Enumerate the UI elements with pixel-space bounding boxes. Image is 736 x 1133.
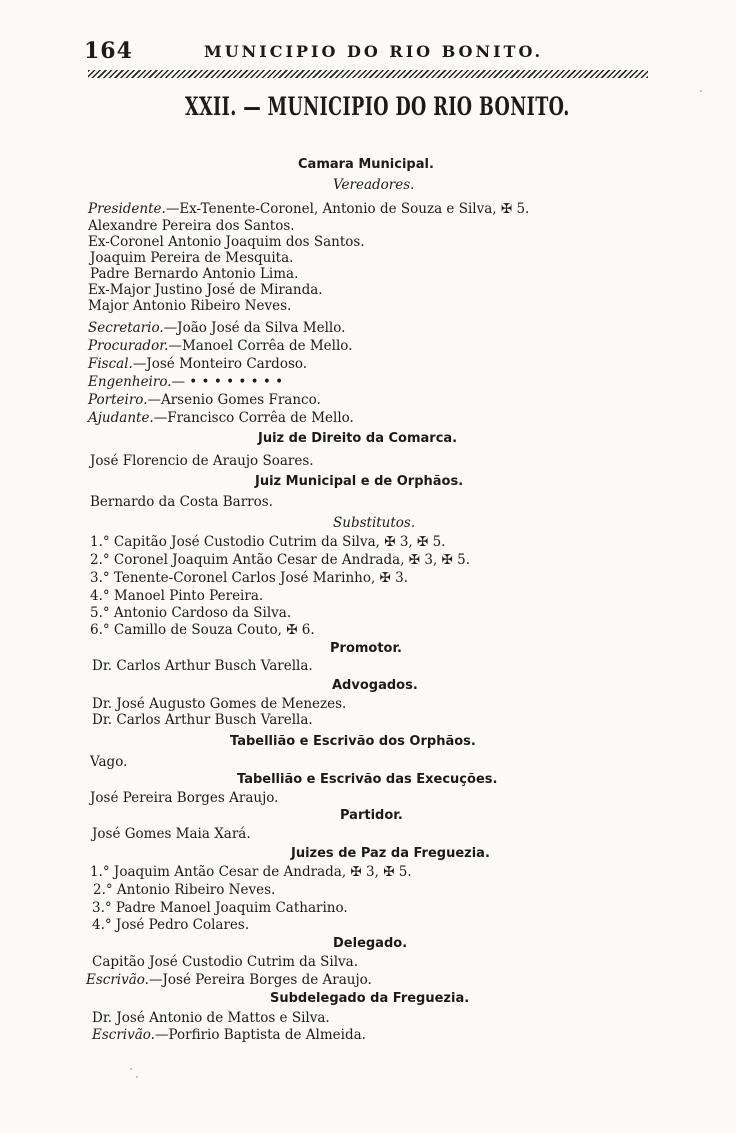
directory-entry bbox=[90, 534, 445, 550]
directory-entry bbox=[92, 900, 348, 916]
entry-text: — • • • • • • • • bbox=[171, 374, 284, 390]
entry-text: 4.° José Pedro Colares. bbox=[92, 917, 250, 933]
directory-entry bbox=[88, 410, 354, 426]
section-heading bbox=[258, 431, 457, 447]
entry-text: Tabellião e Escrivão das Execuções. bbox=[237, 772, 498, 787]
directory-entry bbox=[90, 250, 293, 266]
entry-text: Delegado. bbox=[333, 936, 408, 951]
directory-entry bbox=[92, 1027, 366, 1043]
directory-entry bbox=[88, 356, 307, 372]
entry-text: Vago. bbox=[90, 754, 128, 770]
office-label: Procurador. bbox=[88, 338, 169, 354]
entry-text: —Arsenio Gomes Franco. bbox=[147, 392, 321, 408]
entry-text: 5.° Antonio Cardoso da Silva. bbox=[90, 605, 292, 621]
entry-text: Joaquim Pereira de Mesquita. bbox=[90, 250, 294, 266]
directory-entry bbox=[92, 1010, 330, 1026]
entry-text: Subdelegado da Freguezia. bbox=[270, 991, 470, 1006]
entry-text: —Porfirio Baptista de Almeida. bbox=[154, 1027, 366, 1043]
office-label: Presidente. bbox=[88, 201, 166, 217]
entry-text: Dr. Carlos Arthur Busch Varella. bbox=[92, 712, 313, 728]
entry-text: Dr. Carlos Arthur Busch Varella. bbox=[92, 658, 313, 674]
section-heading bbox=[270, 991, 469, 1007]
entry-text: —João José da Silva Mello. bbox=[163, 320, 346, 336]
office-label: Porteiro. bbox=[88, 392, 148, 408]
entry-text: Dr. José Augusto Gomes de Menezes. bbox=[92, 696, 347, 712]
entry-text: Juiz Municipal e de Orphãos. bbox=[255, 474, 464, 489]
entry-text: 3.° Padre Manoel Joaquim Catharino. bbox=[92, 900, 348, 916]
entry-text: Juizes de Paz da Freguezia. bbox=[291, 846, 490, 861]
directory-entry bbox=[92, 954, 358, 970]
entry-text: Padre Bernardo Antonio Lima. bbox=[90, 266, 299, 282]
directory-entry bbox=[93, 882, 275, 898]
directory-entry bbox=[88, 282, 323, 298]
section-heading bbox=[330, 641, 402, 657]
office-label: Escrivão. bbox=[86, 972, 149, 988]
entry-text: Capitão José Custodio Cutrim da Silva. bbox=[92, 954, 359, 970]
directory-entry bbox=[88, 374, 283, 390]
entry-text: Alexandre Pereira dos Santos. bbox=[88, 218, 295, 234]
directory-entry bbox=[90, 622, 315, 638]
directory-entry bbox=[90, 266, 298, 282]
directory-entry bbox=[92, 917, 249, 933]
entry-text: José Pereira Borges Araujo. bbox=[90, 790, 279, 806]
entry-text: 1.° Joaquim Antão Cesar de Andrada, ✠ 3, ✠ 5. bbox=[90, 864, 412, 880]
entry-text: 6.° Camillo de Souza Couto, ✠ 6. bbox=[90, 622, 315, 638]
office-label: Ajudante. bbox=[88, 410, 154, 426]
entry-text: Substitutos. bbox=[333, 515, 416, 531]
entry-text: —Ex-Tenente-Coronel, Antonio de Souza e Silva, ✠ 5. bbox=[165, 201, 530, 217]
section-heading bbox=[332, 678, 418, 694]
section-heading bbox=[333, 936, 407, 952]
directory-entry bbox=[88, 392, 321, 408]
entry-text: —José Monteiro Cardoso. bbox=[132, 356, 308, 372]
entry-text: 4.° Manoel Pinto Pereira. bbox=[90, 588, 264, 604]
office-label: Secretario. bbox=[88, 320, 164, 336]
section-heading bbox=[230, 734, 476, 750]
entry-text: 3.° Tenente-Coronel Carlos José Marinho, ✠ 3. bbox=[90, 570, 409, 586]
ink-speck bbox=[136, 1076, 138, 1078]
entry-text: 1.° Capitão José Custodio Cutrim da Silva, ✠ 3, ✠ 5. bbox=[90, 534, 446, 550]
chapter-title: XXII. — MUNICIPIO DO RIO BONITO. bbox=[185, 92, 570, 121]
entry-text: Partidor. bbox=[340, 808, 403, 823]
directory-entry bbox=[92, 658, 313, 674]
directory-entry bbox=[88, 338, 353, 354]
running-head bbox=[84, 38, 654, 68]
section-heading bbox=[291, 846, 490, 862]
section-heading bbox=[255, 474, 463, 490]
directory-entry bbox=[88, 218, 295, 234]
entry-text: —Manoel Corrêa de Mello. bbox=[168, 338, 353, 354]
directory-entry bbox=[90, 588, 263, 604]
entry-text: Ex-Major Justino José de Miranda. bbox=[88, 282, 323, 298]
directory-entry bbox=[88, 298, 291, 314]
entry-text: Camara Municipal. bbox=[298, 157, 434, 172]
directory-entry bbox=[92, 826, 251, 842]
section-heading bbox=[237, 772, 497, 788]
running-title: MUNICIPIO DO RIO BONITO. bbox=[204, 42, 544, 61]
office-label: Fiscal. bbox=[88, 356, 133, 372]
ink-speck bbox=[130, 1068, 132, 1070]
ornamental-rule bbox=[88, 70, 648, 78]
directory-entry bbox=[90, 790, 278, 806]
directory-entry bbox=[86, 972, 372, 988]
entry-text: 2.° Coronel Joaquim Antão Cesar de Andrada, ✠ 3, ✠ 5. bbox=[90, 552, 471, 568]
entry-text: José Florencio de Araujo Soares. bbox=[90, 453, 314, 469]
entry-text: —Francisco Corrêa de Mello. bbox=[153, 410, 354, 426]
directory-entry bbox=[90, 570, 408, 586]
directory-entry bbox=[88, 234, 365, 250]
entry-text: Tabellião e Escrivão dos Orphãos. bbox=[230, 734, 476, 749]
directory-entry bbox=[90, 605, 291, 621]
directory-entry bbox=[90, 754, 127, 770]
directory-entry bbox=[92, 712, 313, 728]
directory-entry bbox=[90, 453, 314, 469]
entry-text: Vereadores. bbox=[333, 177, 415, 193]
section-heading bbox=[340, 808, 403, 824]
section-heading bbox=[298, 157, 434, 173]
directory-entry bbox=[92, 696, 346, 712]
section-subheading bbox=[333, 515, 415, 531]
office-label: Engenheiro. bbox=[88, 374, 172, 390]
directory-entry bbox=[88, 201, 529, 217]
entry-text: José Gomes Maia Xará. bbox=[92, 826, 251, 842]
entry-text: Ex-Coronel Antonio Joaquim dos Santos. bbox=[88, 234, 365, 250]
entry-text: Juiz de Direito da Comarca. bbox=[258, 431, 458, 446]
ink-speck bbox=[700, 90, 702, 92]
entry-text: Promotor. bbox=[330, 641, 402, 656]
directory-entry bbox=[90, 494, 273, 510]
office-label: Escrivão. bbox=[92, 1027, 155, 1043]
entry-text: Bernardo da Costa Barros. bbox=[90, 494, 273, 510]
directory-entry bbox=[90, 864, 412, 880]
entry-text: —José Pereira Borges de Araujo. bbox=[148, 972, 372, 988]
directory-entry bbox=[90, 552, 470, 568]
entry-text: 2.° Antonio Ribeiro Neves. bbox=[93, 882, 276, 898]
entry-text: Dr. José Antonio de Mattos e Silva. bbox=[92, 1010, 330, 1026]
section-subheading bbox=[333, 177, 414, 193]
entry-text: Major Antonio Ribeiro Neves. bbox=[88, 298, 292, 314]
directory-entry bbox=[88, 320, 345, 336]
entry-text: Advogados. bbox=[332, 678, 418, 693]
page-number: 164 bbox=[84, 38, 133, 64]
